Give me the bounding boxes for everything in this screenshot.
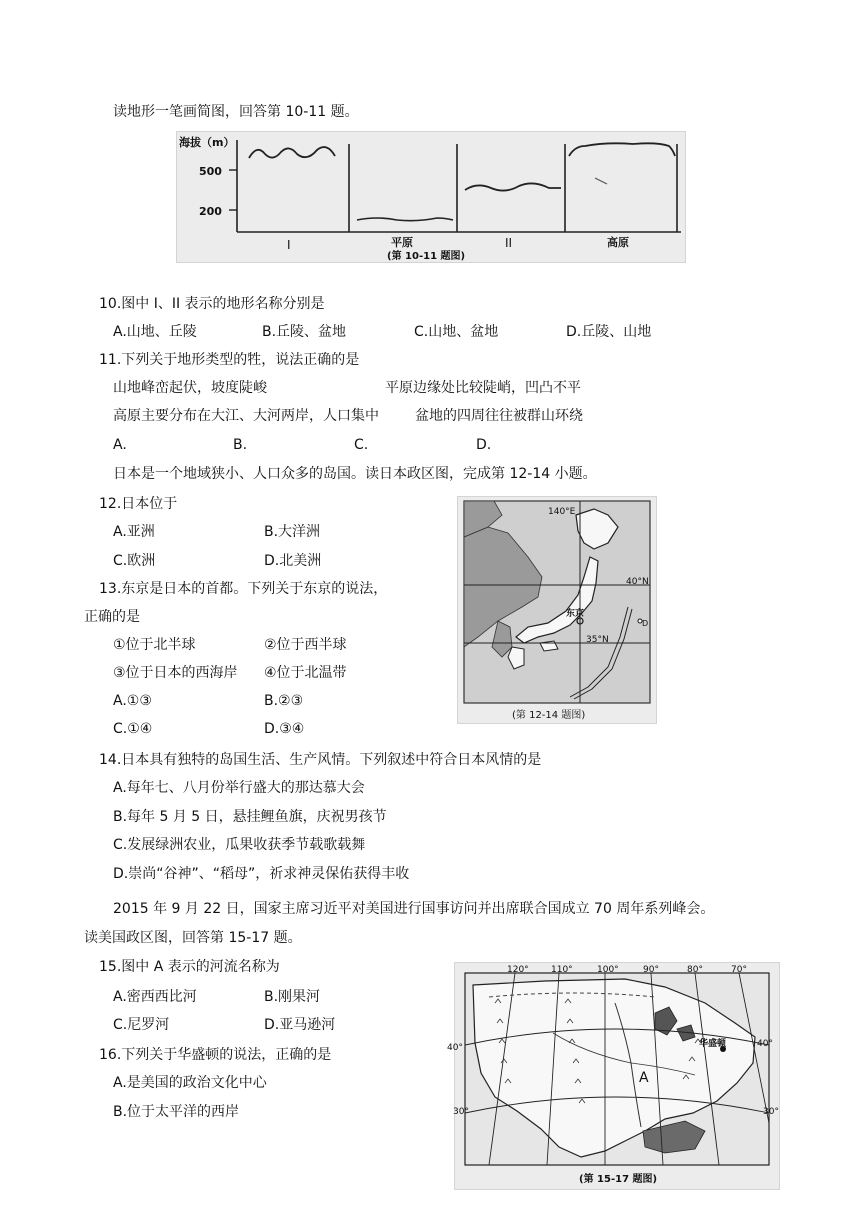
q14-stem: 14.日本具有独特的岛国生活、生产风情。下列叙述中符合日本风情的是 bbox=[99, 752, 542, 768]
lon-140e-label: 140°E bbox=[548, 507, 576, 517]
q11-option-d: D. bbox=[476, 437, 492, 453]
lat-40n-label: 40°N bbox=[626, 577, 649, 587]
japan-map-figure bbox=[457, 496, 657, 724]
lat-30-left-label: 30° bbox=[453, 1107, 469, 1117]
q13-statement-3: ③位于日本的西海岸 bbox=[113, 665, 238, 681]
tick-200: 200 bbox=[199, 205, 222, 218]
q13-statement-1: ①位于北半球 bbox=[113, 637, 196, 653]
q10-option-c: C.山地、盆地 bbox=[414, 324, 499, 340]
q15-option-c: C.尼罗河 bbox=[113, 1017, 170, 1033]
q14-option-a: A.每年七、八月份举行盛大的那达慕大会 bbox=[113, 780, 365, 796]
q16-option-b: B.位于太平洋的西岸 bbox=[113, 1104, 240, 1120]
q13-stem-line1: 13.东京是日本的首都。下列关于东京的说法， bbox=[99, 581, 388, 597]
terrain-sketch-figure bbox=[176, 131, 686, 263]
point-d-label: D bbox=[642, 619, 649, 628]
q11-statement-4: 盆地的四周往往被群山环绕 bbox=[415, 408, 583, 424]
q13-stem-line2: 正确的是 bbox=[84, 609, 140, 625]
q10-option-a: A.山地、丘陵 bbox=[113, 324, 197, 340]
q10-option-b: B.丘陵、盆地 bbox=[262, 324, 347, 340]
label-plain: 平原 bbox=[391, 236, 413, 249]
q11-statement-2: 平原边缘处比较陡峭，凹凸不平 bbox=[385, 380, 581, 396]
q15-option-b: B.刚果河 bbox=[264, 989, 321, 1005]
q15-option-d: D.亚马逊河 bbox=[264, 1017, 336, 1033]
q12-option-a: A.亚洲 bbox=[113, 524, 155, 540]
washington-label: 华盛顿 bbox=[699, 1039, 727, 1049]
q12-option-c: C.欧洲 bbox=[113, 553, 156, 569]
label-ii: II bbox=[505, 236, 513, 250]
label-i: I bbox=[287, 238, 291, 252]
lon-80-label: 80° bbox=[687, 965, 703, 975]
q14-option-b: B.每年 5 月 5 日，悬挂鲤鱼旗，庆祝男孩节 bbox=[113, 809, 387, 825]
q14-option-c: C.发展绿洲农业，瓜果收获季节载歌载舞 bbox=[113, 837, 366, 853]
q11-statement-3: 高原主要分布在大江、大河两岸，人口集中 bbox=[113, 408, 379, 424]
q11-option-b: B. bbox=[233, 437, 248, 453]
q13-option-a: A.①③ bbox=[113, 693, 152, 709]
intro-10-11: 读地形一笔画简图，回答第 10-11 题。 bbox=[113, 104, 359, 120]
tokyo-label: 东京 bbox=[566, 609, 585, 619]
intro-12-14: 日本是一个地域狭小、人口众多的岛国。读日本政区图，完成第 12-14 小题。 bbox=[113, 466, 597, 482]
q16-stem: 16.下列关于华盛顿的说法，正确的是 bbox=[99, 1047, 332, 1063]
q15-stem: 15.图中 A 表示的河流名称为 bbox=[99, 959, 280, 975]
q14-option-d: D.崇尚“谷神”、“稻母”，祈求神灵保佑获得丰收 bbox=[113, 866, 410, 882]
q13-statement-2: ②位于西半球 bbox=[264, 637, 347, 653]
lat-40-left-label: 40° bbox=[447, 1043, 463, 1053]
q13-option-b: B.②③ bbox=[264, 693, 304, 709]
lon-110-label: 110° bbox=[551, 965, 573, 975]
intro-15-17-line2: 读美国政区图，回答第 15-17 题。 bbox=[84, 930, 302, 946]
q13-option-c: C.①④ bbox=[113, 721, 153, 737]
caption-10-11: (第 10-11 题图) bbox=[387, 251, 466, 262]
lat-35n-label: 35°N bbox=[586, 635, 609, 645]
q10-stem: 10.图中 I、II 表示的地形名称分别是 bbox=[99, 296, 325, 312]
lon-120-label: 120° bbox=[507, 965, 529, 975]
lat-30-right-label: 30° bbox=[763, 1107, 779, 1117]
lon-90-label: 90° bbox=[643, 965, 659, 975]
intro-15-17-line1: 2015 年 9 月 22 日，国家主席习近平对美国进行国事访问并出席联合国成立 70 周年系列峰会。 bbox=[113, 901, 715, 917]
tick-500: 500 bbox=[199, 165, 222, 178]
q16-option-a: A.是美国的政治文化中心 bbox=[113, 1075, 267, 1091]
q11-statement-1: 山地峰峦起伏，坡度陡峻 bbox=[113, 380, 267, 396]
usa-map-figure bbox=[447, 962, 780, 1190]
y-axis-label: 海拔（m） bbox=[179, 136, 235, 149]
river-a-label: A bbox=[639, 1070, 649, 1086]
q11-option-a: A. bbox=[113, 437, 127, 453]
caption-12-14: (第 12-14 题图) bbox=[512, 710, 586, 721]
q13-option-d: D.③④ bbox=[264, 721, 305, 737]
q13-statement-4: ④位于北温带 bbox=[264, 665, 347, 681]
lon-100-label: 100° bbox=[597, 965, 619, 975]
lat-40-right-label: 40° bbox=[757, 1039, 773, 1049]
q15-option-a: A.密西西比河 bbox=[113, 989, 197, 1005]
q12-option-d: D.北美洲 bbox=[264, 553, 322, 569]
q10-option-d: D.丘陵、山地 bbox=[566, 324, 652, 340]
q11-option-c: C. bbox=[354, 437, 369, 453]
q12-stem: 12.日本位于 bbox=[99, 496, 178, 512]
q11-stem: 11.下列关于地形类型的牲，说法正确的是 bbox=[99, 352, 360, 368]
q12-option-b: B.大洋洲 bbox=[264, 524, 321, 540]
lon-70-label: 70° bbox=[731, 965, 747, 975]
label-plateau: 高原 bbox=[607, 236, 629, 249]
caption-15-17: (第 15-17 题图) bbox=[579, 1174, 658, 1185]
